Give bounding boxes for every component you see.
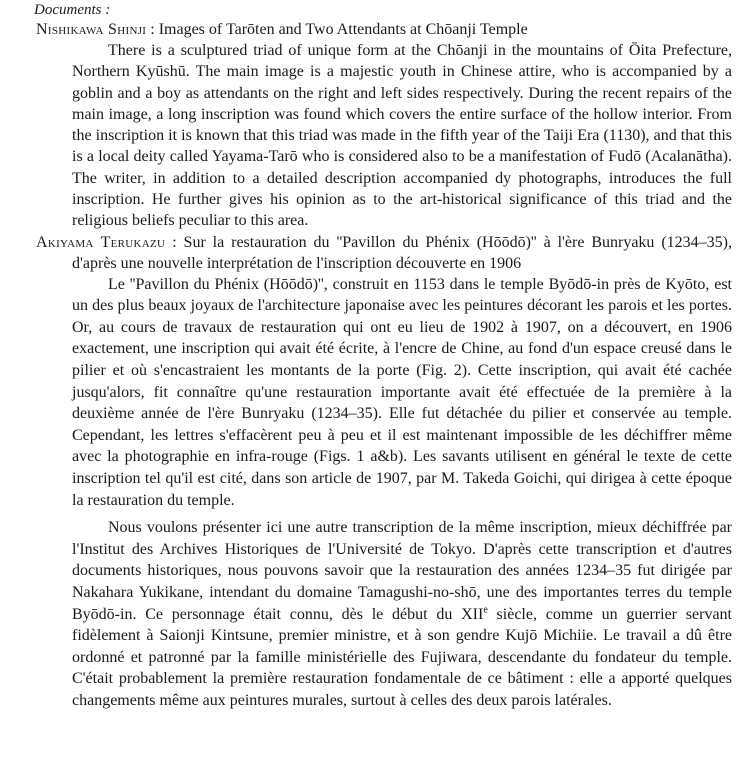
- document-page: [0, 1, 750, 761]
- entry-author: Akiyama Terukazu: [36, 233, 166, 251]
- document-entry: [24, 232, 732, 712]
- entry-title: Sur la restauration du ''Pavillon du Phénix (Hōōdō)'' à l'ère Bunryaku (1234–35), d'après une nouvelle interprétation de l'inscription découverte en 1906: [72, 233, 732, 272]
- entry-heading: [36, 232, 732, 274]
- entry-paragraph: Le ''Pavillon du Phénix (Hōōdō)'', construit en 1153 dans le temple Byōdō-in près de Kyōto, est un des plus beaux joyaux de l'architecture japonaise avec les peintures décorant les parois et les portes. Or, au cours de travaux de restauration qui ont eu lieu de 1902 à 1907, on a découvert, en 1906 exactement, une inscription qui avait été écrite, à l'encre de Chine, au fond d'un espace creusé dans le pilier et où s'encastraient les montants de la porte (Fig. 2). Cette inscription, qui avait été cachée jusqu'alors, fit connaître qu'une restauration importante avait été effectuée de la première à la deuxième année de l'ère Bunryaku (1234–35). Elle fut détachée du pilier et conservée au temple. Cependant, les lettres s'effacèrent peu à peu et il est maintenant impossible de les déchiffrer même avec la photographie en infra-rouge (Figs. 1 a&b). Les savants utilisent en général le texte de cette inscription tel qu'il est cité, dans son article de 1907, par M. Takeda Goichi, qui dirigea à cette époque la restauration du temple.: [72, 275, 732, 509]
- entry-paragraph: [72, 517, 732, 711]
- entry-separator: :: [146, 21, 159, 38]
- paragraph-text: siècle, comme un guerrier servant fidèlement à Saionji Kintsune, premier ministre, et à son gendre Kujō Michiie. Le travail a dû être ordonné et patronné par la famille ministérielle des Fujiwara, descendante du fondateur du temple. C'était probablement la première restauration fondamentale de ce bâtiment : elle a apporté quelques changements même aux peintures murales, surtout à celles des deux parois latérales.: [72, 605, 732, 709]
- entry-paragraph: There is a sculptured triad of unique form at the Chōanji in the mountains of Ōita Prefecture, Northern Kyūshū. The main image is a majestic youth in Chinese attire, who is accompanied by a goblin and a boy as attendants on the right and left sides respectively. During the recent repairs of the main image, a long inscription was found which covers the entire surface of the hollow interior. From the inscription it is known that this triad was made in the fifth year of the Taiji Era (1130), and that this is a local deity called Yayama-Tarō who is considered also to be a manifestation of Fudō (Acalanātha). The writer, in addition to a detailed description accompanied dy photographs, introduces the full inscription. He further gives his opinion as to the art-historical significance of this triad and the religious beliefs peculiar to this area.: [72, 42, 732, 230]
- entry-heading: [36, 20, 732, 40]
- entry-separator: :: [165, 233, 184, 251]
- section-heading: Documents :: [34, 2, 111, 18]
- superscript: e: [483, 604, 488, 616]
- document-entry: [24, 20, 732, 232]
- entry-author: Nishikawa Shinji: [36, 21, 147, 38]
- paragraph-text: Nous voulons présenter ici une autre transcription de la même inscription, mieux déchiffrée par l'Institut des Archives Historiques de l'Université de Tokyo. D'après cette transcription et d'autres documents historiques, nous pouvons savoir que la restauration des années 1234–35 fut dirigée par Nakahara Yukikane, intendant du domaine Tamagushi-no-shō, une des importantes terres du temple Byōdō-in. Ce personnage était connu, dès le début du XII: [72, 519, 732, 623]
- entry-title: Images of Tarōten and Two Attendants at Chōanji Temple: [158, 21, 528, 38]
